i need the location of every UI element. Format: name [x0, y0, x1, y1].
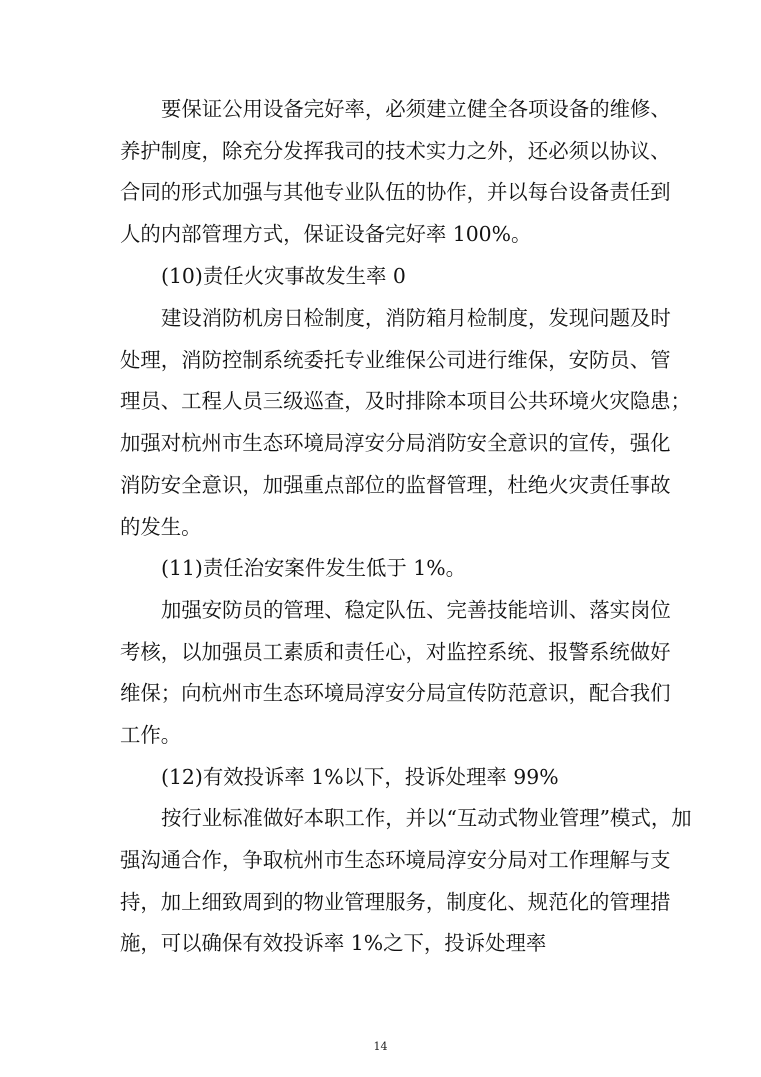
- section-heading: (12)有效投诉率 1%以下，投诉处理率 99%: [161, 765, 559, 789]
- section-heading: (11)责任治安案件发生低于 1%。: [161, 556, 466, 580]
- text-line: 要保证公用设备完好率，必须建立健全各项设备的维修、: [161, 97, 671, 121]
- text-line: 考核，以加强员工素质和责任心，对监控系统、报警系统做好: [120, 640, 671, 664]
- text-line: 持，加上细致周到的物业管理服务，制度化、规范化的管理措: [120, 890, 671, 914]
- text-line: 人的内部管理方式，保证设备完好率 100%。: [120, 222, 532, 246]
- page-number: 14: [373, 1040, 388, 1053]
- text-line: 加强对杭州市生态环境局淳安分局消防安全意识的宣传，强化: [120, 431, 671, 455]
- text-line: 建设消防机房日检制度，消防箱月检制度，发现问题及时: [161, 306, 671, 330]
- text-line: 养护制度，除充分发挥我司的技术实力之外，还必须以协议、: [120, 139, 671, 163]
- text-line: 理员、工程人员三级巡查，及时排除本项目公共环境火灾隐患；: [120, 389, 691, 413]
- text-line: 的发生。: [120, 515, 202, 539]
- text-line: 加强安防员的管理、稳定队伍、完善技能培训、落实岗位: [161, 598, 671, 622]
- text-line: 合同的形式加强与其他专业队伍的协作，并以每台设备责任到: [120, 180, 671, 204]
- section-heading: (10)责任火灾事故发生率 0: [161, 264, 406, 288]
- text-line: 处理，消防控制系统委托专业维保公司进行维保，安防员、管: [120, 348, 671, 372]
- text-line: 按行业标准做好本职工作，并以“互动式物业管理”模式，加: [161, 806, 692, 830]
- text-line: 施，可以确保有效投诉率 1%之下，投诉处理率: [120, 931, 547, 955]
- text-line: 维保；向杭州市生态环境局淳安分局宣传防范意识，配合我们: [120, 681, 671, 705]
- text-line: 消防安全意识，加强重点部位的监督管理，杜绝火灾责任事故: [120, 473, 671, 497]
- text-line: 强沟通合作，争取杭州市生态环境局淳安分局对工作理解与支: [120, 848, 671, 872]
- text-line: 工作。: [120, 723, 182, 747]
